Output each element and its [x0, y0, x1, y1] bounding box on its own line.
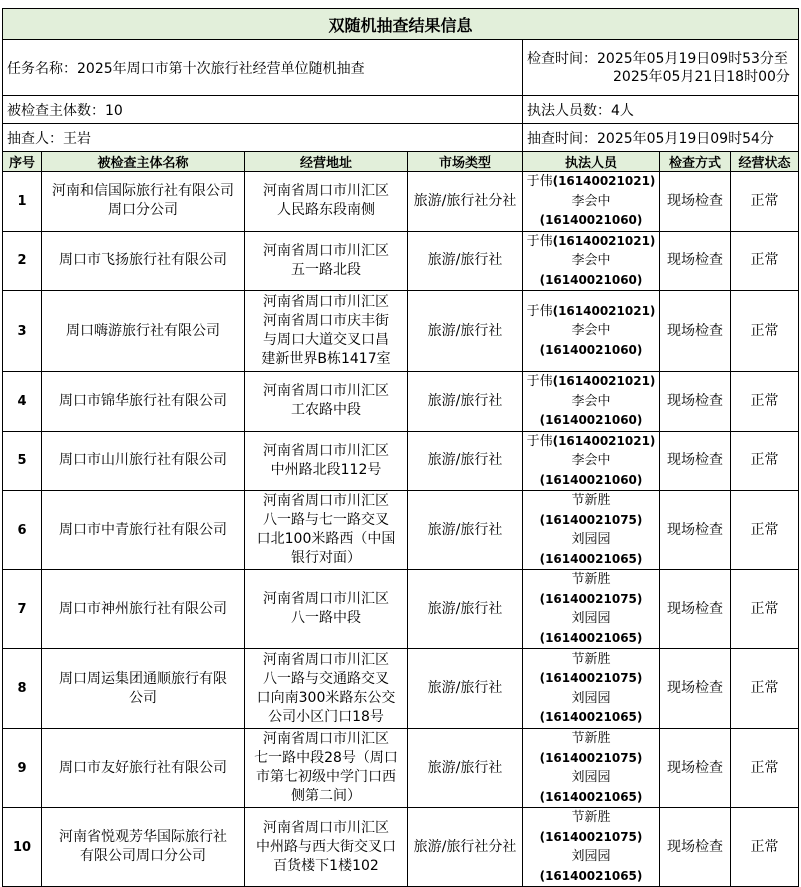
drawer-value: 王岩: [63, 130, 91, 147]
inspector-code: (16140021021): [552, 233, 656, 248]
inspector-code: (16140021060): [539, 413, 643, 427]
subject-name-cell: [42, 231, 245, 291]
inspector-2: [525, 689, 657, 728]
row-number: 8: [3, 649, 42, 729]
address-line: 市第七初级中学门口西: [256, 769, 396, 785]
address-line: 河南省周口市川汇区: [263, 383, 389, 400]
drawer-label: 抽查人：: [7, 130, 63, 147]
table-row: [3, 431, 799, 491]
address-cell: [245, 431, 408, 491]
address-cell: [245, 649, 408, 729]
address-cell: [245, 808, 408, 887]
staff-count-value: 4人: [611, 102, 634, 119]
inspector-code: (16140021021): [552, 433, 656, 448]
market-type: 旅游/旅行社: [408, 649, 523, 729]
inspector-cell: [523, 372, 660, 432]
inspector-1: [525, 302, 657, 322]
row-number: 10: [3, 808, 42, 887]
table-row: [3, 491, 799, 570]
address-line: 河南省周口市川汇区: [263, 651, 389, 668]
subject-name-line: 周口市友好旅行社有限公司: [59, 759, 227, 776]
inspector-name: 李会中: [571, 193, 611, 209]
address-cell: [245, 172, 408, 232]
subject-name-line: 公司: [129, 689, 157, 706]
table-row: [3, 808, 799, 887]
row-number: 9: [3, 729, 42, 808]
market-type: 旅游/旅行社: [408, 491, 523, 570]
address-line: 八一路中段: [291, 610, 361, 626]
address-line: 银行对面）: [291, 550, 361, 566]
check-method: 现场检查: [660, 808, 731, 887]
inspector-1: [525, 372, 657, 392]
check-method: 现场检查: [660, 491, 731, 570]
inspector-1: [525, 232, 657, 252]
address-line: 河南省周口市川汇区: [263, 591, 389, 607]
table-row: [3, 649, 799, 729]
inspector-2: [525, 251, 657, 290]
header-cell: 检查方式: [660, 152, 731, 172]
inspector-name: 节新胜: [571, 731, 611, 746]
subject-name-cell: [42, 291, 245, 372]
row-number: 6: [3, 491, 42, 570]
inspector-2: [525, 392, 657, 431]
address-line: 公司小区门口18号: [268, 708, 384, 725]
inspector-name: 于伟: [526, 433, 553, 449]
inspector-2: [525, 530, 657, 569]
subject-name-line: 周口市锦华旅行社有限公司: [59, 392, 227, 409]
inspector-name: 节新胜: [571, 810, 611, 825]
address-line: 中州路北段112号: [270, 461, 382, 478]
business-status: 正常: [731, 729, 799, 808]
address-line: 八一路与交通路交叉: [263, 670, 389, 687]
table-row: [3, 231, 799, 291]
header-cell: 市场类型: [408, 152, 523, 172]
address-line: 与周口大道交叉口昌: [263, 332, 389, 348]
inspector-code: (16140021065): [539, 710, 643, 724]
inspector-code: (16140021060): [539, 472, 643, 487]
draw-time-cell: [523, 124, 799, 152]
table-row: [3, 570, 799, 649]
inspector-code: (16140021075): [539, 512, 643, 527]
table-header: [3, 152, 799, 172]
inspector-cell: [523, 649, 660, 729]
inspector-name: 李会中: [571, 393, 611, 409]
address-line: 百货楼下1楼102: [273, 857, 379, 874]
subject-name-line: 河南和信国际旅行社有限公司: [52, 183, 234, 200]
subject-name-cell: [42, 372, 245, 432]
inspector-name: 于伟: [526, 174, 553, 189]
check-method: 现场检查: [660, 291, 731, 372]
business-status: 正常: [731, 231, 799, 291]
business-status: 正常: [731, 570, 799, 649]
row-number: 3: [3, 291, 42, 372]
address-line: 口北100米路西（中国: [256, 531, 396, 547]
address-line: 河南省周口市川汇区: [263, 819, 389, 836]
check-time-label: 检查时间：: [527, 50, 597, 67]
subject-name-line: 周口市山川旅行社有限公司: [59, 452, 227, 469]
check-time-end: 2025年05月21日18时00分: [613, 68, 790, 85]
address-line: 中州路与西大街交叉口: [256, 838, 396, 855]
subject-name-cell: [42, 172, 245, 232]
market-type: 旅游/旅行社: [408, 372, 523, 432]
header-cell: 执法人员: [523, 152, 660, 172]
inspector-code: (16140021065): [539, 868, 643, 883]
inspector-cell: [523, 431, 660, 491]
subject-name-line: 周口周运集团通顺旅行有限: [59, 670, 227, 687]
business-status: 正常: [731, 372, 799, 432]
subject-name-line: 河南省悦观芳华国际旅行社: [59, 829, 227, 845]
subject-name-line: 周口分公司: [108, 202, 178, 219]
check-method: 现场检查: [660, 172, 731, 232]
address-line: 河南省周口市庆丰街: [263, 313, 389, 329]
table-row: [3, 372, 799, 432]
table-row: [3, 291, 799, 372]
inspector-name: 于伟: [526, 233, 553, 249]
inspector-code: (16140021065): [539, 551, 643, 566]
inspector-code: (16140021021): [552, 174, 656, 188]
inspector-2: [525, 192, 657, 231]
inspector-code: (16140021075): [539, 671, 643, 685]
inspector-name: 节新胜: [571, 493, 611, 508]
inspector-name: 李会中: [571, 253, 611, 268]
subject-name-line: 周口市中青旅行社有限公司: [59, 521, 227, 538]
subject-count-label: 被检查主体数：: [7, 102, 105, 119]
market-type: 旅游/旅行社分社: [408, 808, 523, 887]
subject-name-line: 周口市飞扬旅行社有限公司: [59, 252, 227, 269]
inspector-1: [525, 729, 657, 768]
inspector-cell: [523, 491, 660, 570]
inspector-name: 于伟: [526, 303, 553, 319]
address-line: 河南省周口市川汇区: [263, 731, 389, 747]
inspector-name: 李会中: [571, 453, 611, 468]
address-line: 河南省周口市川汇区: [263, 442, 389, 459]
inspector-cell: [523, 231, 660, 291]
staff-count-label: 执法人员数：: [527, 102, 611, 119]
check-method: 现场检查: [660, 570, 731, 649]
draw-time-value: 2025年05月19日09时54分: [597, 130, 774, 147]
inspector-name: 刘园园: [571, 849, 611, 864]
inspector-code: (16140021060): [539, 213, 643, 227]
header-cell: 序号: [3, 152, 42, 172]
subject-name-line: 周口市神州旅行社有限公司: [59, 600, 227, 617]
address-cell: [245, 231, 408, 291]
address-line: 七一路中段28号（周口: [254, 750, 398, 766]
inspector-code: (16140021060): [539, 272, 643, 287]
inspector-name: 李会中: [571, 323, 611, 339]
inspector-cell: [523, 570, 660, 649]
inspector-2: [525, 847, 657, 886]
row-number: 7: [3, 570, 42, 649]
address-line: 工农路中段: [291, 402, 361, 419]
subject-name-cell: [42, 491, 245, 570]
spreadsheet: [2, 8, 798, 887]
inspector-name: 于伟: [526, 374, 553, 389]
inspector-cell: [523, 172, 660, 232]
market-type: 旅游/旅行社: [408, 570, 523, 649]
address-cell: [245, 570, 408, 649]
draw-time-label: 抽查时间：: [527, 130, 597, 147]
subject-name-line: 周口嗨游旅行社有限公司: [66, 322, 220, 339]
row-number: 4: [3, 372, 42, 432]
address-cell: [245, 491, 408, 570]
inspector-2: [525, 451, 657, 490]
check-time-cell: [523, 40, 799, 96]
inspector-code: (16140021075): [539, 829, 643, 844]
address-cell: [245, 372, 408, 432]
address-line: 八一路与七一路交叉: [263, 512, 389, 528]
task-name-label: 任务名称：: [7, 60, 77, 77]
check-method: 现场检查: [660, 431, 731, 491]
check-method: 现场检查: [660, 729, 731, 808]
subject-name-cell: [42, 729, 245, 808]
inspector-code: (16140021065): [539, 789, 643, 804]
header-cell: 经营状态: [731, 152, 799, 172]
check-method: 现场检查: [660, 649, 731, 729]
row-number: 1: [3, 172, 42, 232]
inspector-name: 节新胜: [571, 572, 611, 587]
check-method: 现场检查: [660, 372, 731, 432]
market-type: 旅游/旅行社: [408, 231, 523, 291]
address-line: 口向南300米路东公交: [256, 689, 396, 706]
address-line: 河南省周口市川汇区: [263, 493, 389, 509]
business-status: 正常: [731, 649, 799, 729]
inspector-2: [525, 321, 657, 360]
market-type: 旅游/旅行社: [408, 291, 523, 372]
header-cell: 经营地址: [245, 152, 408, 172]
task-name-cell: [3, 40, 523, 96]
staff-count-cell: [523, 96, 799, 124]
inspector-name: 刘园园: [571, 532, 611, 547]
table-row: [3, 172, 799, 232]
address-line: 五一路北段: [291, 261, 361, 278]
address-cell: [245, 729, 408, 808]
inspector-2: [525, 609, 657, 648]
inspector-name: 节新胜: [571, 651, 611, 667]
header-cell: 被检查主体名称: [42, 152, 245, 172]
inspector-1: [525, 172, 657, 192]
page-title: 双随机抽查结果信息: [3, 9, 799, 40]
address-line: 河南省周口市川汇区: [263, 242, 389, 259]
inspector-code: (16140021075): [539, 591, 643, 606]
market-type: 旅游/旅行社: [408, 729, 523, 808]
business-status: 正常: [731, 291, 799, 372]
check-method: 现场检查: [660, 231, 731, 291]
subject-count-value: 10: [105, 102, 123, 119]
subject-name-cell: [42, 808, 245, 887]
business-status: 正常: [731, 172, 799, 232]
inspector-1: [525, 808, 657, 847]
subject-name-cell: [42, 570, 245, 649]
subject-count-cell: [3, 96, 523, 124]
market-type: 旅游/旅行社分社: [408, 172, 523, 232]
subject-name-cell: [42, 649, 245, 729]
check-time-start: 2025年05月19日09时53分至: [597, 50, 788, 67]
inspector-name: 刘园园: [571, 770, 611, 785]
address-line: 河南省周口市川汇区: [263, 183, 389, 200]
result-table: [2, 8, 799, 887]
row-number: 5: [3, 431, 42, 491]
address-line: 建新世界B栋1417室: [261, 351, 391, 367]
task-name-value: 2025年周口市第十次旅行社经营单位随机抽查: [77, 60, 365, 77]
market-type: 旅游/旅行社: [408, 431, 523, 491]
business-status: 正常: [731, 491, 799, 570]
address-line: 河南省周口市川汇区: [263, 294, 389, 310]
inspector-code: (16140021065): [539, 630, 643, 645]
inspector-code: (16140021075): [539, 750, 643, 765]
address-line: 人民路东段南侧: [277, 202, 375, 219]
address-line: 侧第二间）: [291, 788, 361, 804]
inspector-code: (16140021021): [552, 303, 656, 318]
inspector-code: (16140021021): [552, 374, 656, 388]
inspector-cell: [523, 729, 660, 808]
subject-name-cell: [42, 431, 245, 491]
business-status: 正常: [731, 431, 799, 491]
inspector-1: [525, 650, 657, 689]
row-number: 2: [3, 231, 42, 291]
inspector-name: 刘园园: [571, 611, 611, 626]
business-status: 正常: [731, 808, 799, 887]
table-row: [3, 729, 799, 808]
inspector-1: [525, 491, 657, 530]
inspector-cell: [523, 808, 660, 887]
inspector-cell: [523, 291, 660, 372]
subject-name-line: 有限公司周口分公司: [80, 848, 206, 864]
inspector-1: [525, 432, 657, 452]
drawer-cell: [3, 124, 523, 152]
inspector-code: (16140021060): [539, 342, 643, 357]
inspector-name: 刘园园: [571, 690, 611, 706]
inspector-1: [525, 570, 657, 609]
address-cell: [245, 291, 408, 372]
inspector-2: [525, 768, 657, 807]
